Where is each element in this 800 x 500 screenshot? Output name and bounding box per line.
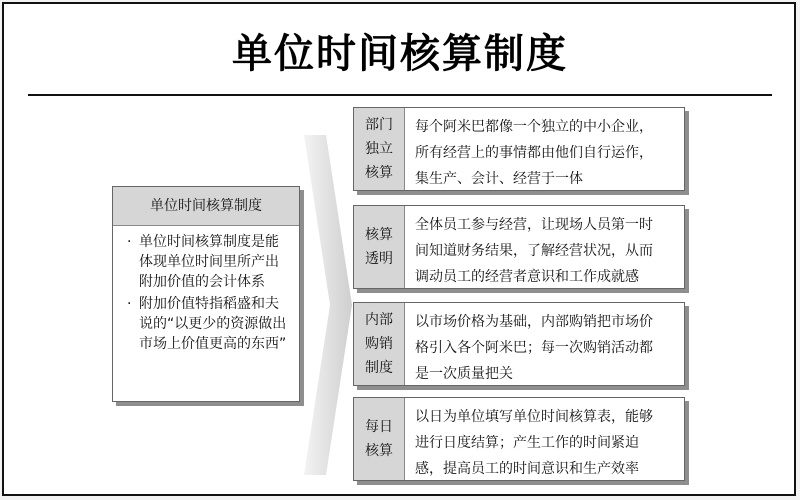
title-divider	[28, 94, 772, 96]
row-label	[354, 303, 405, 385]
summary-item	[127, 232, 291, 292]
summary-item-text: 单位时间核算制度是能体现单位时间里所产出附加价值的会计体系	[139, 234, 279, 290]
row-label-line: 内部	[365, 312, 393, 328]
row-label-line: 核算	[365, 227, 393, 243]
row-label-line: 购销	[365, 336, 393, 352]
row-label-line: 制度	[365, 360, 393, 376]
row-label	[354, 398, 405, 480]
bullet-icon: ·	[127, 234, 132, 250]
row-label	[354, 206, 405, 288]
summary-list	[113, 226, 299, 354]
row-daily-accounting	[353, 397, 685, 481]
row-department-accounting	[353, 107, 685, 191]
row-label-line: 透明	[365, 251, 393, 267]
row-label-line: 核算	[365, 165, 393, 181]
row-label-line: 核算	[365, 443, 393, 459]
row-transparent-accounting	[353, 205, 685, 289]
row-label-line: 每日	[365, 419, 393, 435]
row-description: 以市场价格为基础，内部购销把市场价 格引入各个阿米巴；每一次购销活动都 是一次质量把关	[415, 314, 653, 382]
row-description: 以日为单位填写单位时间核算表，能够 进行日度结算；产生工作的时间紧迫 感，提高员工的时间意识和生产效率	[415, 409, 653, 477]
row-label	[354, 108, 405, 190]
summary-box	[112, 186, 300, 402]
row-internal-trading	[353, 302, 685, 386]
row-label-line: 独立	[365, 141, 393, 157]
summary-header: 单位时间核算制度	[113, 187, 299, 226]
row-description: 每个阿米巴都像一个独立的中小企业， 所有经营上的事情都由他们自行运作， 集生产、会计、经营于一体	[415, 119, 653, 187]
summary-item-text: 附加价值特指稻盛和夫说的“以更少的资源做出市场上价值更高的东西”	[139, 296, 287, 352]
chevron-arrow-icon	[304, 135, 352, 475]
page-title: 单位时间核算制度	[232, 31, 568, 77]
row-description: 全体员工参与经营，让现场人员第一时 间知道财务结果，了解经营状况，从而 调动员工的经营者意识和工作成就感	[415, 217, 653, 285]
row-label-line: 部门	[365, 117, 393, 133]
bullet-icon: ·	[127, 296, 132, 312]
summary-item	[127, 294, 291, 354]
